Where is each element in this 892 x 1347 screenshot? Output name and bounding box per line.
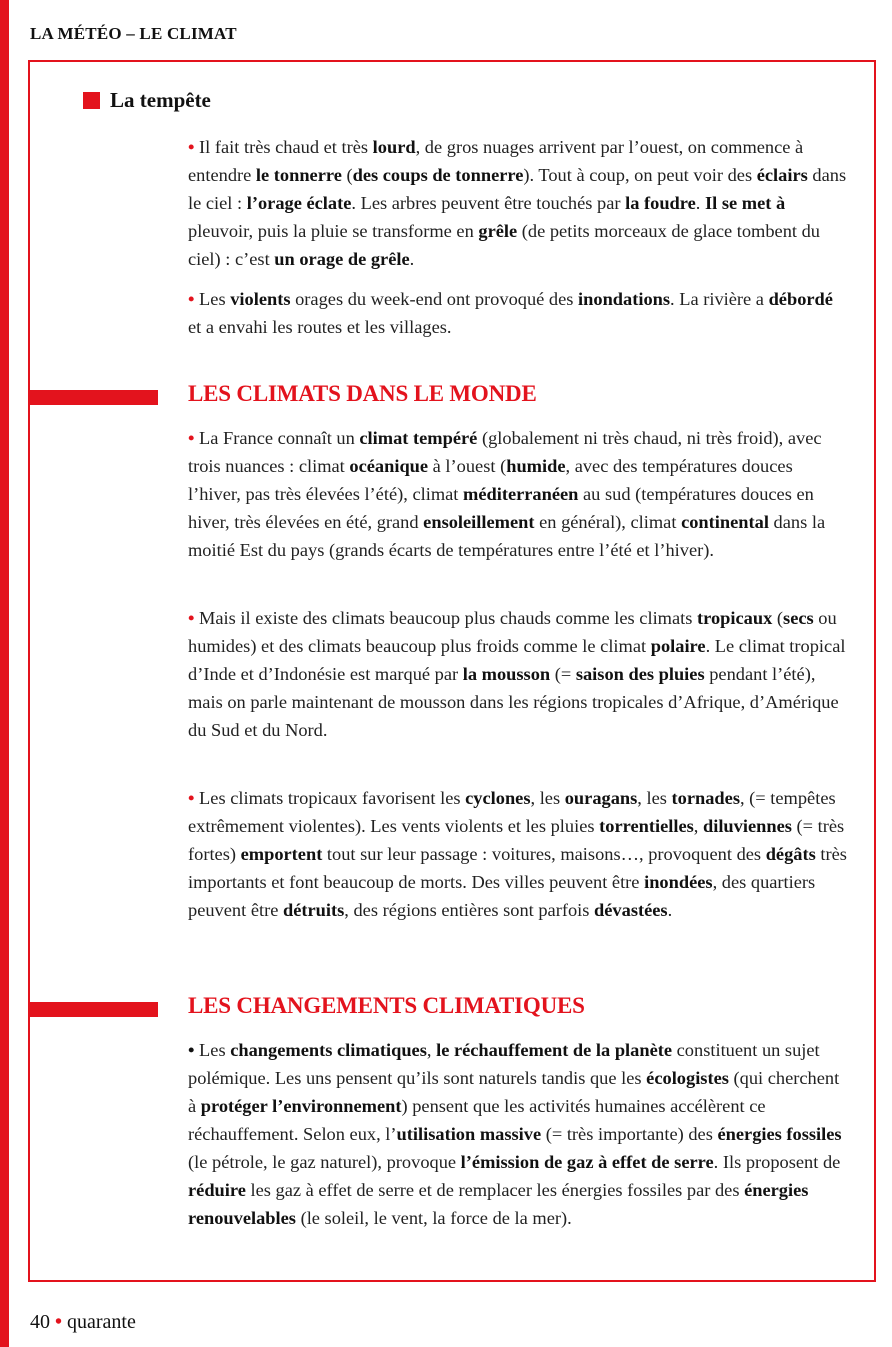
text-run: orages du week-end ont provoqué des <box>290 289 579 309</box>
text-run: (= <box>550 664 576 684</box>
bold-term: protéger l’environnement <box>200 1096 402 1116</box>
text-run: très importants et font beaucoup de morts. Des villes peuvent être <box>188 844 847 892</box>
text-run: (= très importante) des <box>541 1124 718 1144</box>
text-run: Mais il existe des climats beaucoup plus chauds comme les climats <box>199 608 698 628</box>
text-run: à l’ouest ( <box>428 456 507 476</box>
bold-term: dégâts <box>765 844 816 864</box>
footer-separator: • <box>55 1311 63 1333</box>
bold-term: tornades <box>671 788 740 808</box>
text-run: ). Tout à coup, on peut voir des <box>523 165 757 185</box>
bold-term: secs <box>783 608 814 628</box>
subsection-heading <box>83 88 211 113</box>
square-bullet-icon <box>83 92 100 109</box>
bold-term: éclairs <box>756 165 808 185</box>
bold-term: méditerranéen <box>463 484 579 504</box>
text-run: au sud (températures douces en hiver, très élevées en été, grand <box>188 484 814 532</box>
text-run: (qui cherchent à <box>188 1068 840 1116</box>
bold-term: le réchauffement de la planète <box>436 1040 673 1060</box>
text-run: . La rivière a <box>670 289 769 309</box>
text-run: pendant l’été), mais on parle maintenant de mousson dans les régions tropicales d’Afrique, d’Amérique du Sud et du Nord. <box>188 664 839 740</box>
bold-term: écologistes <box>646 1068 729 1088</box>
bold-term: un orage de grêle <box>274 249 410 269</box>
paragraph-climate-change <box>188 1036 848 1232</box>
section-marker-bar <box>28 390 158 405</box>
paragraph-cyclones <box>188 784 848 924</box>
text-run: les gaz à effet de serre et de remplacer les énergies fossiles par des <box>245 1180 745 1200</box>
text-run: , les <box>637 788 672 808</box>
text-run: , avec des températures douces l’hiver, pas très élevées l’été), climat <box>188 456 793 504</box>
paragraph-france-climate <box>188 424 848 564</box>
bold-term: océanique <box>349 456 429 476</box>
page-number: 40 <box>30 1311 50 1333</box>
paragraph-storm <box>188 133 848 273</box>
page-footer <box>30 1311 136 1334</box>
text-run: , (= tempêtes extrêmement violentes). Les vents violents et les pluies <box>188 788 836 836</box>
bullet-icon: • <box>188 289 200 309</box>
text-run: (de petits morceaux de glace tombent du ciel) : c’est <box>188 221 820 269</box>
text-run: , de gros nuages arrivent par l’ouest, on commence à entendre <box>188 137 804 185</box>
bold-term: emportent <box>240 844 323 864</box>
bold-term: utilisation massive <box>396 1124 542 1144</box>
bold-term: ouragans <box>564 788 638 808</box>
bold-term: changements climatiques <box>230 1040 427 1060</box>
section-marker-bar <box>28 1002 158 1017</box>
bold-term: humide <box>506 456 566 476</box>
bullet-icon: • <box>188 1040 200 1060</box>
text-run: ( <box>341 165 353 185</box>
bold-term: violents <box>230 289 291 309</box>
text-run: ( <box>772 608 784 628</box>
bold-term: des coups de tonnerre <box>352 165 524 185</box>
bold-term: la mousson <box>462 664 551 684</box>
text-run: dans la moitié Est du pays (grands écarts de températures entre l’été et l’hiver). <box>188 512 826 560</box>
paragraph-tropical-climates <box>188 604 848 744</box>
text-run: . <box>409 249 415 269</box>
text-run: Il fait très chaud et très <box>199 137 373 157</box>
bullet-icon: • <box>188 788 200 808</box>
text-run: , <box>426 1040 437 1060</box>
bold-term: diluviennes <box>702 816 792 836</box>
text-run: (globalement ni très chaud, ni très froid), avec trois nuances : climat <box>188 428 822 476</box>
page-word: quarante <box>67 1311 136 1333</box>
text-run: et a envahi les routes et les villages. <box>188 317 452 337</box>
bullet-icon: • <box>188 608 200 628</box>
bold-term: continental <box>681 512 769 532</box>
text-run: (= très fortes) <box>188 816 845 864</box>
section-title-climate-change: LES CHANGEMENTS CLIMATIQUES <box>188 993 585 1018</box>
bold-term: inondées <box>644 872 713 892</box>
bold-term: Il se met à <box>704 193 786 213</box>
bullet-icon: • <box>188 137 200 157</box>
text-run: constituent un sujet polémique. Les uns pensent qu’ils sont naturels tandis que les <box>188 1040 820 1088</box>
bold-term: saison des pluies <box>575 664 705 684</box>
bold-term: la foudre <box>625 193 696 213</box>
text-run: ou humides) et des climats beaucoup plus froids comme le climat <box>188 608 837 656</box>
bold-term: tropicaux <box>697 608 773 628</box>
bold-term: détruits <box>282 900 345 920</box>
text-run: dans le ciel : <box>188 165 847 213</box>
bold-term: l’émission de gaz à effet de serre <box>460 1152 714 1172</box>
bold-term: polaire <box>650 636 706 656</box>
text-run: en général), climat <box>534 512 682 532</box>
text-run: La France connaît un <box>199 428 360 448</box>
text-run: Les climats tropicaux favorisent les <box>199 788 466 808</box>
bold-term: le tonnerre <box>255 165 342 185</box>
text-run: , <box>693 816 703 836</box>
bold-term: lourd <box>372 137 416 157</box>
bold-term: grêle <box>478 221 518 241</box>
text-run: . <box>695 193 705 213</box>
bold-term: débordé <box>768 289 833 309</box>
text-run: , les <box>530 788 565 808</box>
section-title-climates: LES CLIMATS DANS LE MONDE <box>188 381 537 406</box>
text-run: Les <box>199 1040 231 1060</box>
bullet-icon: • <box>188 428 200 448</box>
running-head: LA MÉTÉO – LE CLIMAT <box>30 24 237 43</box>
text-run: . Les arbres peuvent être touchés par <box>351 193 626 213</box>
left-accent-bar <box>0 0 9 1347</box>
text-run: . Le climat tropical d’Inde et d’Indonésie est marqué par <box>188 636 846 684</box>
bold-term: inondations <box>578 289 671 309</box>
paragraph-floods <box>188 285 848 341</box>
bold-term: énergies fossiles <box>717 1124 842 1144</box>
bold-term: cyclones <box>465 788 531 808</box>
bold-term: réduire <box>188 1180 246 1200</box>
subsection-title: La tempête <box>110 88 211 112</box>
text-run: . Ils proposent de <box>713 1152 841 1172</box>
text-run: (le pétrole, le gaz naturel), provoque <box>188 1152 461 1172</box>
text-run: Les <box>199 289 231 309</box>
text-run: pleuvoir, puis la pluie se transforme en <box>188 221 479 241</box>
bold-term: torrentielles <box>599 816 694 836</box>
bold-term: ensoleillement <box>423 512 535 532</box>
text-run: tout sur leur passage : voitures, maisons…, provoquent des <box>322 844 766 864</box>
bold-term: climat tempéré <box>359 428 478 448</box>
text-run: , des régions entières sont parfois <box>344 900 595 920</box>
text-run: , des quartiers peuvent être <box>188 872 816 920</box>
text-run: (le soleil, le vent, la force de la mer). <box>295 1208 572 1228</box>
bold-term: l’orage éclate <box>246 193 352 213</box>
bold-term: énergies renouvelables <box>188 1180 809 1228</box>
text-run: ) pensent que les activités humaines accélèrent ce réchauffement. Selon eux, l’ <box>188 1096 766 1144</box>
bold-term: dévastées <box>594 900 668 920</box>
text-run: . <box>667 900 673 920</box>
